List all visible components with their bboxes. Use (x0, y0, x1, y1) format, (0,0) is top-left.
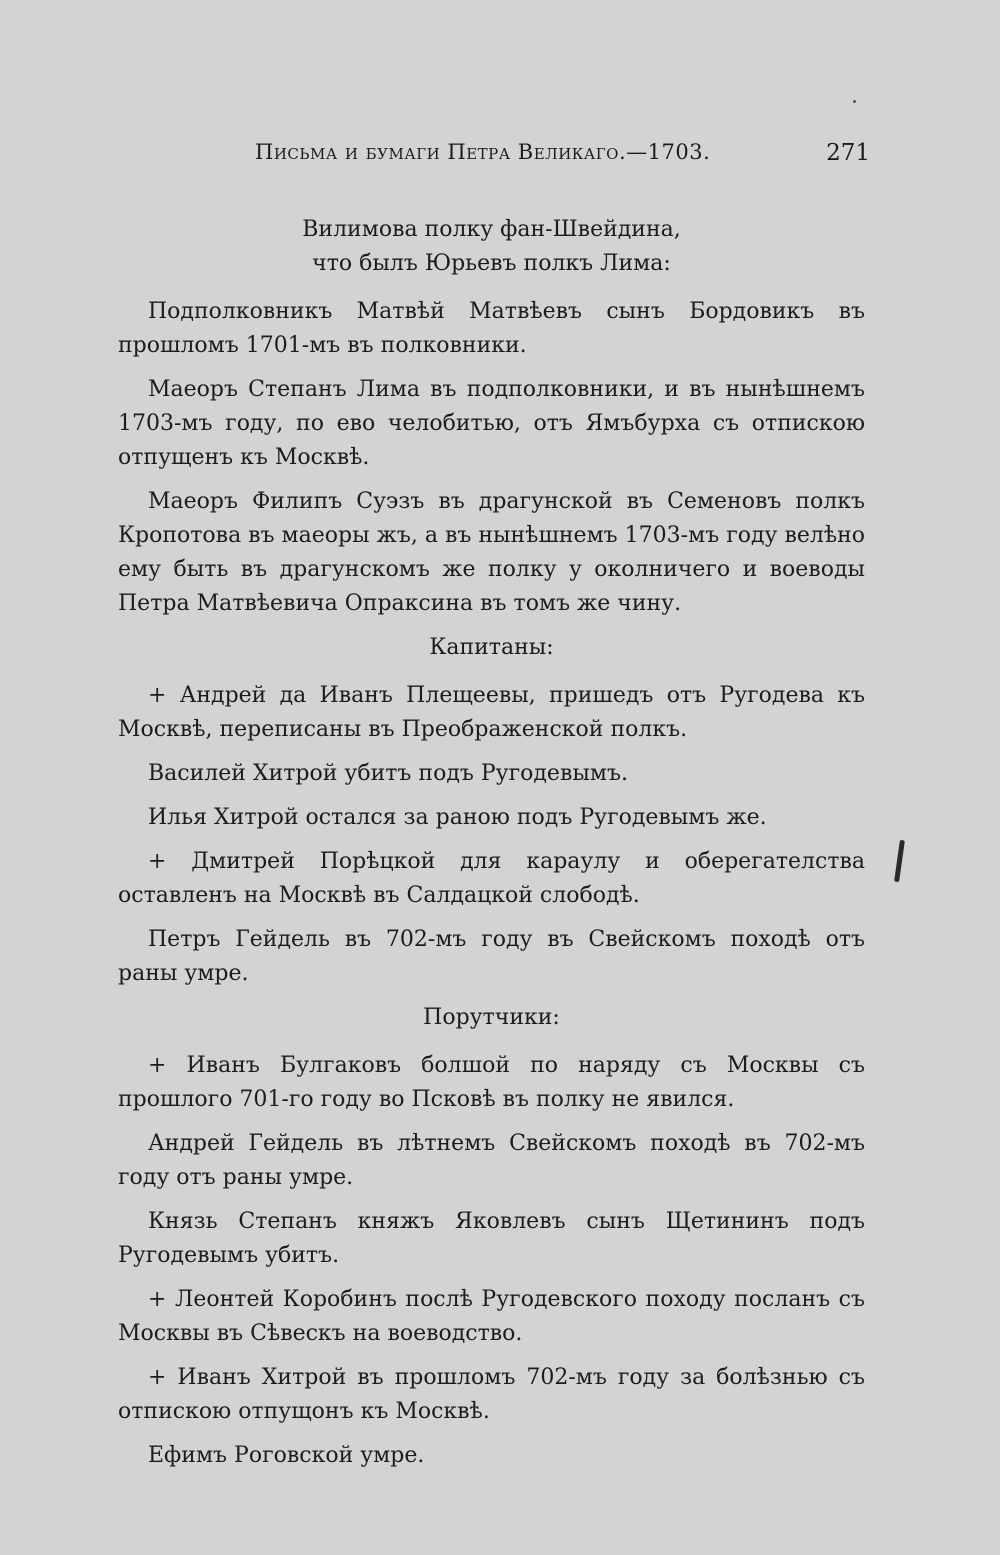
paragraph: + Иванъ Хитрой въ прошломъ 702-мъ году за болѣзнью съ отпискою отпущонъ къ Москвѣ. (118, 1365, 865, 1424)
paragraph: Маеоръ Степанъ Лима въ подполковники, и въ нынѣшнемъ 1703-мъ году, по ево челобитью, отъ Ямъбурха съ отпискою отпущенъ къ Москвѣ. (118, 377, 865, 470)
section-title-line-2: что былъ Юрьевъ полкъ Лима: (312, 251, 671, 276)
paragraph: + Андрей да Иванъ Плещеевы, пришедъ отъ Ругодева къ Москвѣ, переписаны въ Преображенской полкъ. (118, 683, 865, 742)
paragraph: + Дмитрей Порѣцкой для караулу и оберегателства оставленъ на Москвѣ въ Салдацкой слободѣ. (118, 849, 865, 908)
paragraph: Василей Хитрой убитъ подъ Ругодевымъ. (148, 761, 628, 786)
paragraph: Петръ Гейдель въ 702-мъ году въ Свейскомъ походѣ отъ раны умре. (118, 927, 865, 986)
paragraph: + Леонтей Коробинъ послѣ Ругодевского походу посланъ съ Москвы въ Сѣвескъ на воеводство. (118, 1287, 865, 1346)
handwritten-margin-mark (894, 840, 905, 882)
paragraph: Князь Степанъ княжъ Яковлевъ сынъ Щетининъ подъ Ругодевымъ убитъ. (118, 1209, 865, 1268)
running-title: Письма и бумаги Петра Великаго.—1703. (255, 140, 711, 164)
paragraph: Подполковникъ Матвѣй Матвѣевъ сынъ Бордовикъ въ прошломъ 1701-мъ въ полковники. (118, 299, 865, 358)
page-header (255, 140, 870, 180)
page-number: 271 (826, 140, 870, 166)
section-title-line-1: Вилимова полку фан-Швейдина, (302, 217, 681, 242)
paragraph: Илья Хитрой остался за раною подъ Ругодевымъ же. (148, 805, 767, 830)
page-body (118, 213, 865, 1483)
paragraph: Андрей Гейдель въ лѣтнемъ Свейскомъ походѣ въ 702-мъ году отъ раны умре. (118, 1131, 865, 1190)
lieutenants-heading: Порутчики: (423, 1005, 560, 1030)
ink-dot (853, 100, 856, 103)
captains-heading: Капитаны: (429, 635, 554, 660)
paragraph: Маеоръ Филипъ Суэзъ въ драгунской въ Семеновъ полкъ Кропотова въ маеоры жъ, а въ нынѣшнемъ 1703-мъ году велѣно ему быть въ драгунскомъ же полку у околничего и воеводы Петра Матвѣевича Опраксина въ томъ же чину. (118, 489, 866, 616)
paragraph: + Иванъ Булгаковъ болшой по наряду съ Москвы съ прошлого 701-го году во Псковѣ въ полку не явился. (118, 1053, 865, 1112)
paragraph: Ефимъ Роговской умре. (148, 1443, 425, 1468)
